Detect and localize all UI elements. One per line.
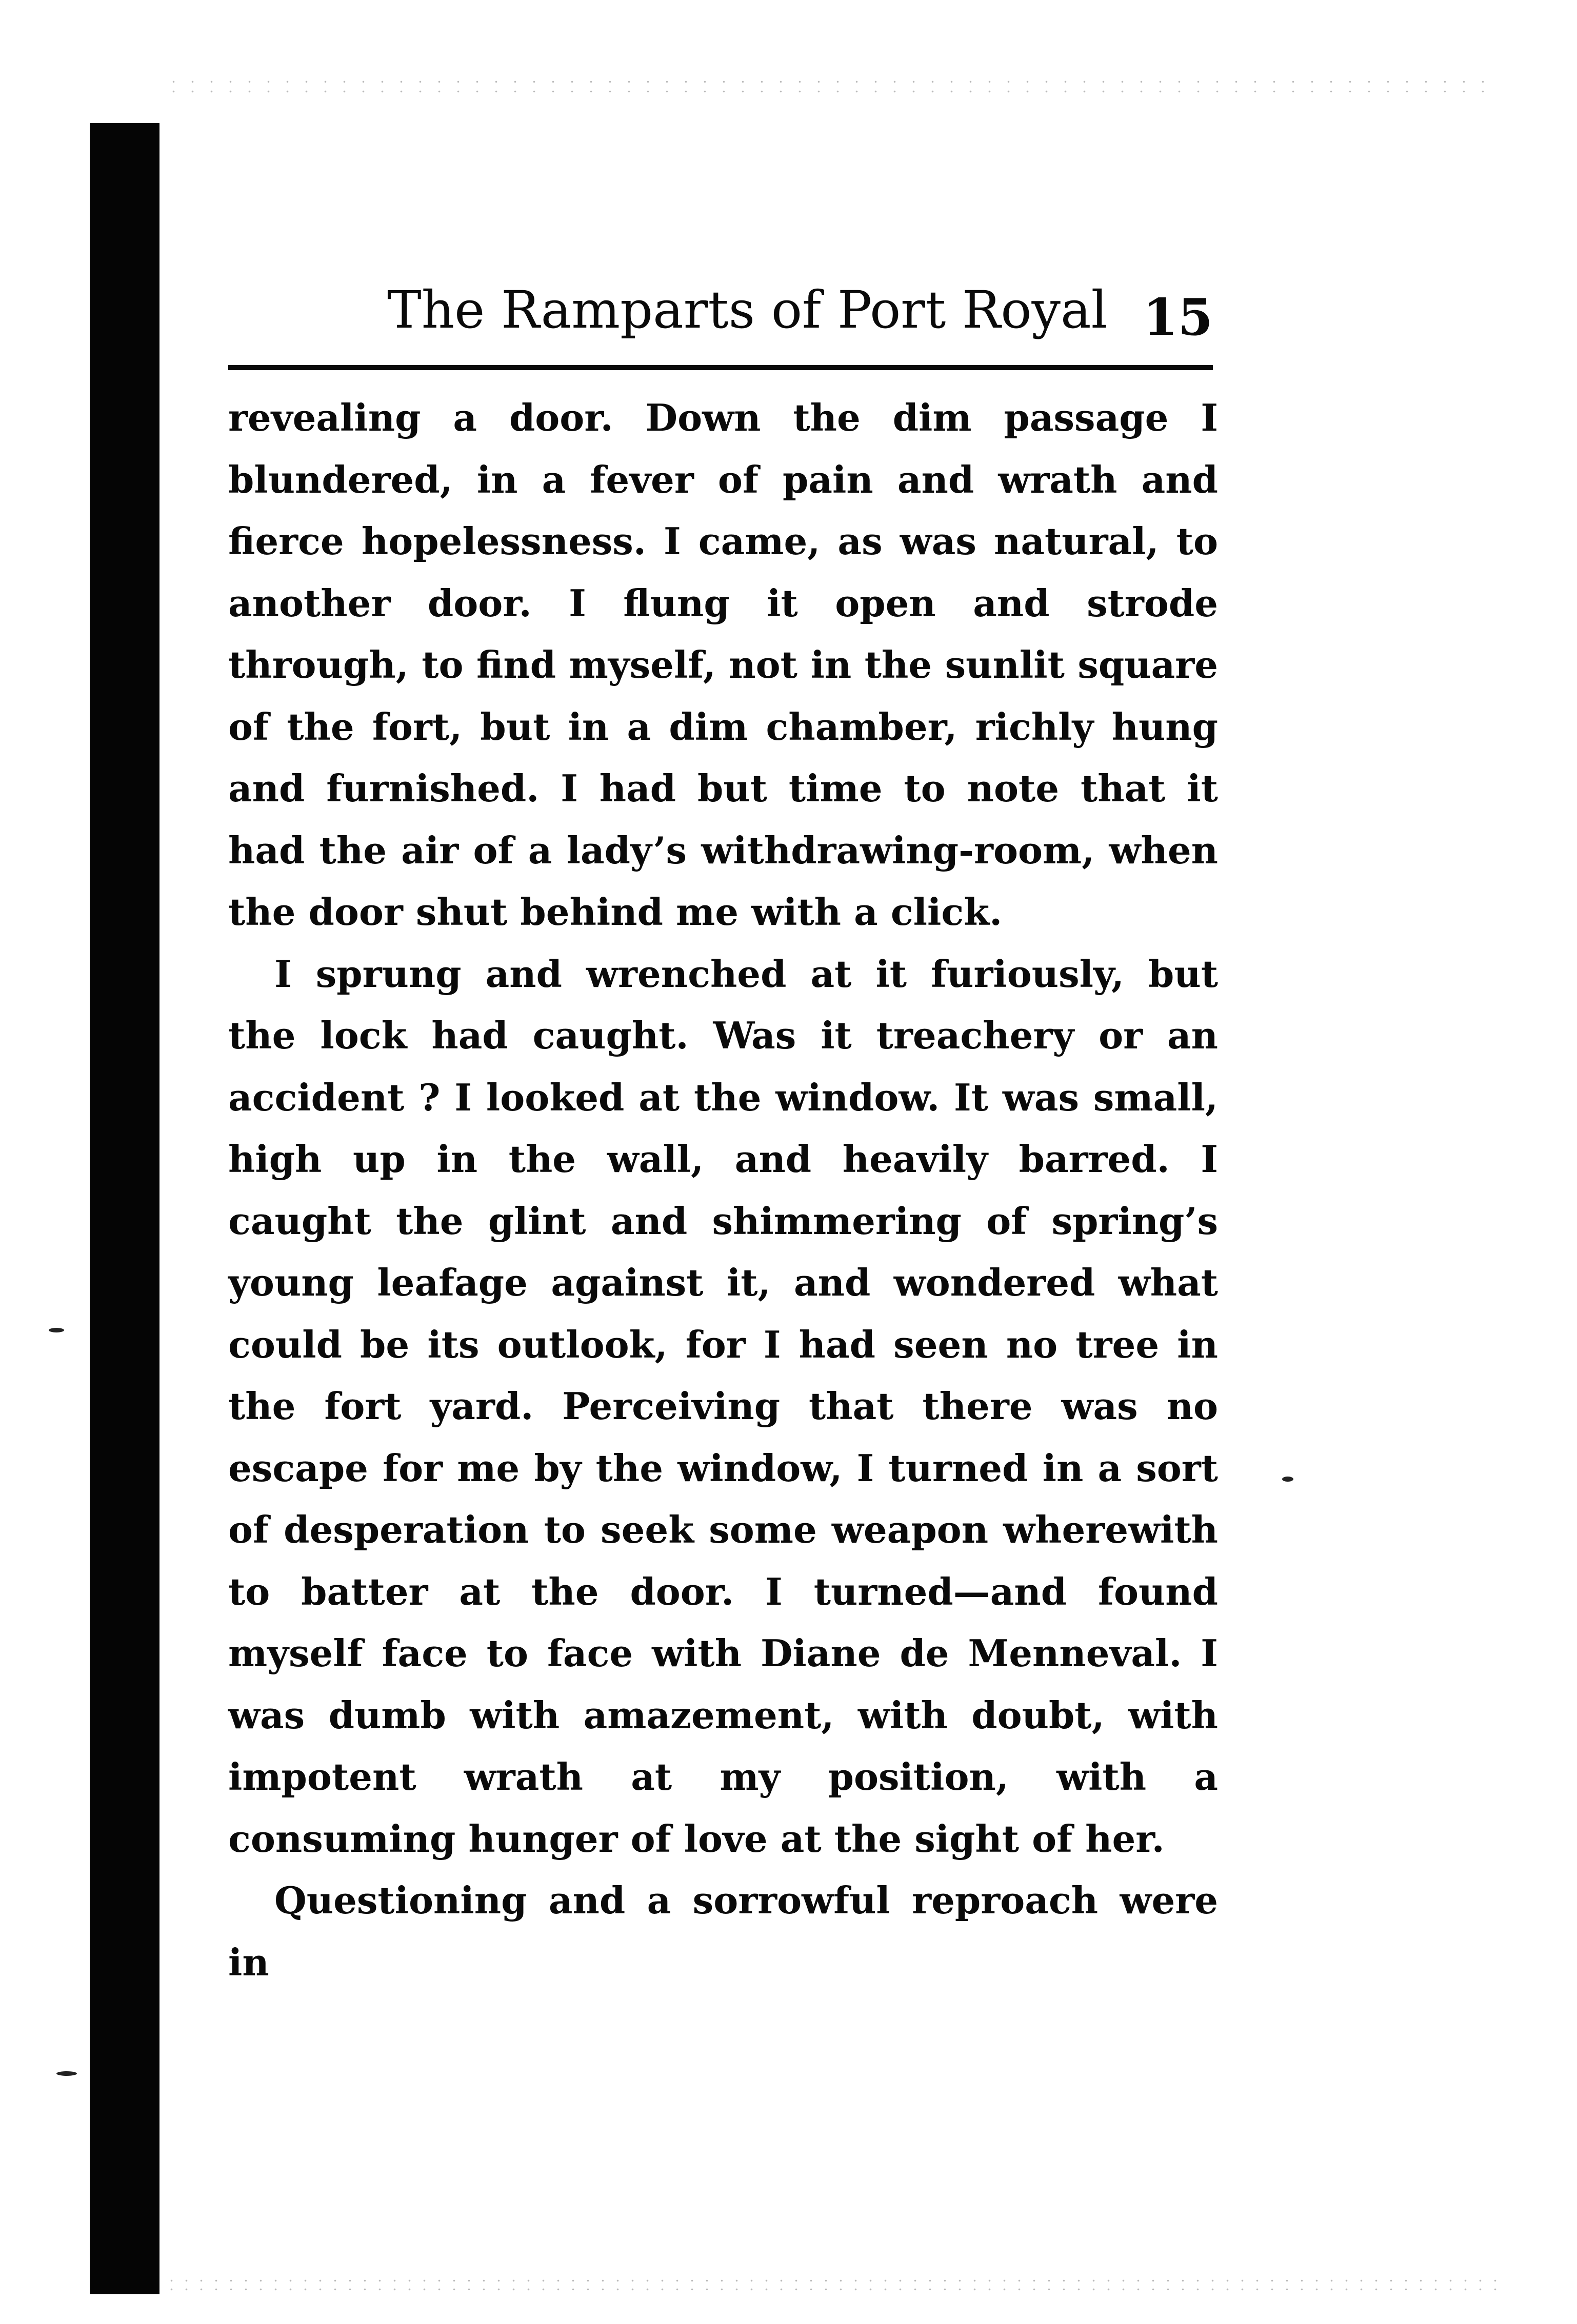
running-head-title: The Ramparts of Port Royal: [387, 280, 1108, 340]
paragraph: revealing a door. Down the dim passage I blundered, in a fever of pain and wrath and fierce hopelessness. I came, as was natural, to another door. I flung it open and strode through, to find myself, not in the sunlit square of the fort, but in a dim chamber, richly hung and furnished. I had but time to note that it had the air of a lady’s withdrawing-room, when the door shut behind me with a click.: [228, 396, 1218, 934]
scan-speck: [56, 2071, 77, 2076]
paragraph: Questioning and a sorrowful reproach were in: [228, 1878, 1218, 1984]
paragraph: I sprung and wrenched at it furiously, but the lock had caught. Was it treachery or an accident ? I looked at the window. It was small, high up in the wall, and heavily barred. I caught the glint and shimmering of spring’s young leafage against it, and wondered what could be its outlook, for I had seen no tree in the fort yard. Perceiving that there was no escape for me by the window, I turned in a sort of desperation to seek some weapon wherewith to batter at the door. I turned—and found myself face to face with Diane de Menneval. I was dumb with amazement, with doubt, with impotent wrath at my position, with a consuming hunger of love at the sight of her.: [228, 952, 1218, 1861]
header-rule: [228, 365, 1213, 370]
binding-shadow: [90, 123, 159, 2294]
scan-speck: [49, 1328, 64, 1332]
body-text: [228, 387, 1218, 1993]
scan-speck: [1282, 1477, 1293, 1482]
running-head: [228, 277, 1213, 354]
scan-noise-bottom: [164, 2276, 1498, 2297]
page-number: 15: [1143, 288, 1213, 347]
scan-noise-top: [164, 77, 1498, 97]
